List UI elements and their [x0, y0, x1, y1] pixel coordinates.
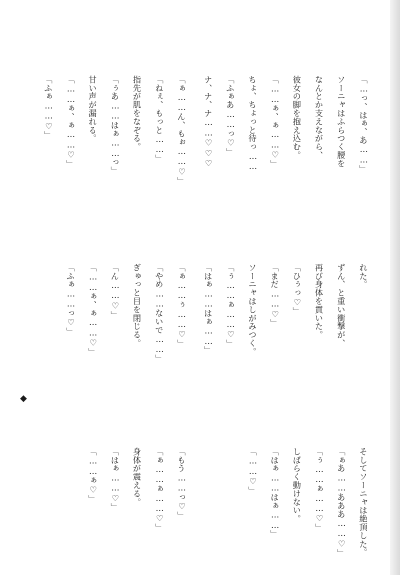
line: 再び身体を貫いた。 [314, 263, 325, 339]
line: 「はぁ……♡」 [110, 447, 121, 512]
line: しばらく動けない。 [292, 447, 303, 523]
text-block-middle-left [18, 202, 198, 372]
line: ソーニャはふらつく腰を [336, 75, 347, 168]
page-gutter-shadow [390, 0, 400, 575]
line: 「はぁ……はぁ……」 [270, 447, 281, 539]
line: 「ぁあ……あああ……♡」 [336, 447, 347, 558]
line: 「ふぁあ……っ♡」 [225, 75, 236, 157]
text-block-bottom-left [18, 386, 198, 558]
line: 「……ぁ、ぁ……♡」 [65, 75, 76, 169]
line: 「ぁ……ぁ……♡」 [154, 447, 165, 532]
line: ぎゅっと目を閉じる。 [132, 263, 143, 348]
line: 「……ぁ、ぁ……♡」 [270, 75, 281, 169]
line: ずん、と重い衝撃が、 [336, 263, 347, 348]
line: 「ぁ……ぅ……♡」 [176, 263, 187, 348]
line: 「ひぅっ♡」 [292, 263, 303, 316]
line: 「ぁ……ん、もぉ……♡」 [176, 75, 187, 186]
text-block-bottom-right [200, 386, 380, 558]
line: 「もう……っ♡」 [176, 447, 187, 520]
line: 「……ぁ、ぁ……♡」 [88, 263, 99, 357]
text-block-middle-right [200, 202, 380, 372]
line: 「ねぇ、もっと……」 [154, 75, 165, 163]
line: 身体が震える。 [132, 447, 143, 507]
line: れた。 [358, 263, 369, 289]
line: 「……ぁ♡」 [88, 447, 99, 504]
text-area [18, 14, 380, 559]
line: 「ぅ……ぁ……♡」 [225, 263, 236, 348]
line: ソーニャはしがみつく。 [247, 263, 258, 356]
line: 指先が肌をなぞる。 [132, 75, 143, 151]
line: そしてソーニャは絶頂した。 [358, 447, 369, 557]
line: 「まだ……♡」 [270, 263, 281, 328]
line: 「ふぁ……♡」 [43, 75, 54, 140]
line: 甘い声が漏れる。 [88, 75, 99, 143]
line: 「……♡」 [247, 447, 258, 495]
line: 「ぅ……ぁ……♡」 [314, 447, 325, 532]
line: なんとか支えながら、 [314, 75, 325, 160]
line: 彼女の脚を抱え込む。 [292, 75, 303, 160]
line: 「…っ、はぁ、あ……」 [358, 75, 369, 174]
text-block-top-left [18, 14, 198, 186]
line: 「ふぁ……っ♡」 [65, 263, 76, 336]
line: 「はぁ……はぁ……」 [203, 263, 214, 355]
line: 「やめ……ないで……」 [154, 263, 165, 363]
line: 「ぅあ……はぁ……っ」 [110, 75, 121, 175]
line: ちょ、ちょっと待っ…… [247, 75, 258, 172]
text-block-top-right [200, 14, 380, 186]
line: ナ、ナ、ナ……♡♡♡ [203, 75, 214, 169]
line: 「ん……♡」 [110, 263, 121, 320]
section-marker: ◆ [20, 394, 27, 404]
